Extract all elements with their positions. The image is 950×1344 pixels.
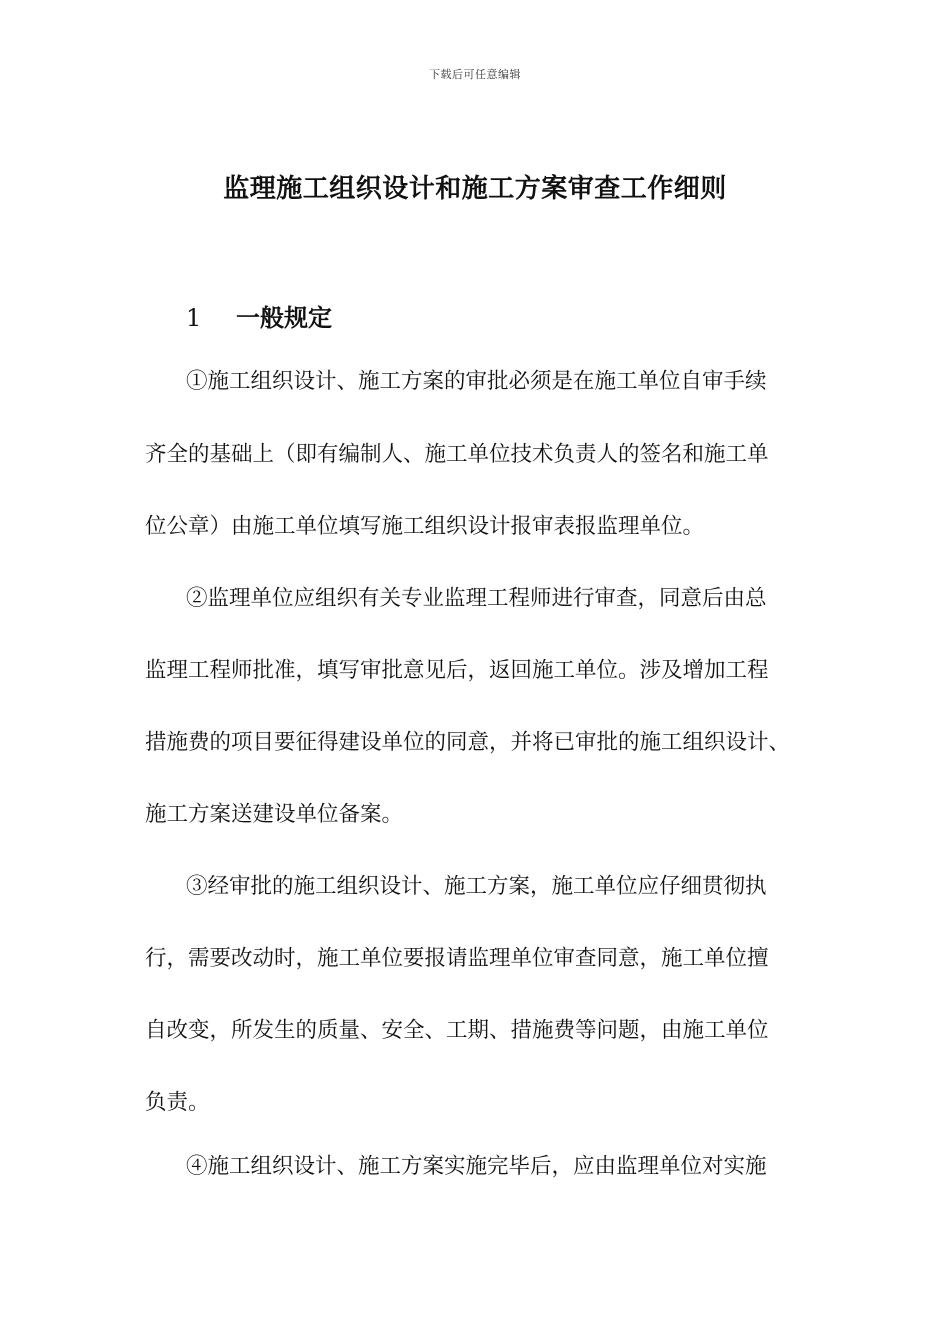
paragraph-line: ②监理单位应组织有关专业监理工程师进行审查，同意后由总 [186, 586, 767, 611]
section-heading [186, 298, 332, 333]
paragraph-line: ③经审批的施工组织设计、施工方案，施工单位应仔细贯彻执 [186, 874, 767, 899]
header-note: 下载后可任意编辑 [429, 68, 521, 81]
paragraph-line: ④施工组织设计、施工方案实施完毕后，应由监理单位对实施 [186, 1154, 767, 1179]
section-title: 一般规定 [236, 303, 332, 332]
paragraph-line: 施工方案送建设单位备案。 [145, 802, 404, 827]
paragraph-line: 位公章）由施工单位填写施工组织设计报审表报监理单位。 [145, 514, 705, 539]
paragraph-line: 监理工程师批准，填写审批意见后，返回施工单位。涉及增加工程 [145, 658, 769, 683]
paragraph-line: 行，需要改动时，施工单位要报请监理单位审查同意，施工单位擅 [145, 946, 769, 971]
paragraph-line: ①施工组织设计、施工方案的审批必须是在施工单位自审手续 [186, 369, 767, 394]
section-number: 1 [186, 304, 202, 332]
paragraph-line: 措施费的项目要征得建设单位的同意，并将已审批的施工组织设计、 [145, 730, 791, 755]
paragraph-line: 自改变，所发生的质量、安全、工期、措施费等问题，由施工单位 [145, 1018, 769, 1043]
paragraph-line: 齐全的基础上（即有编制人、施工单位技术负责人的签名和施工单 [145, 442, 769, 467]
paragraph-line: 负责。 [145, 1090, 210, 1115]
document-title: 监理施工组织设计和施工方案审查工作细则 [223, 174, 727, 204]
